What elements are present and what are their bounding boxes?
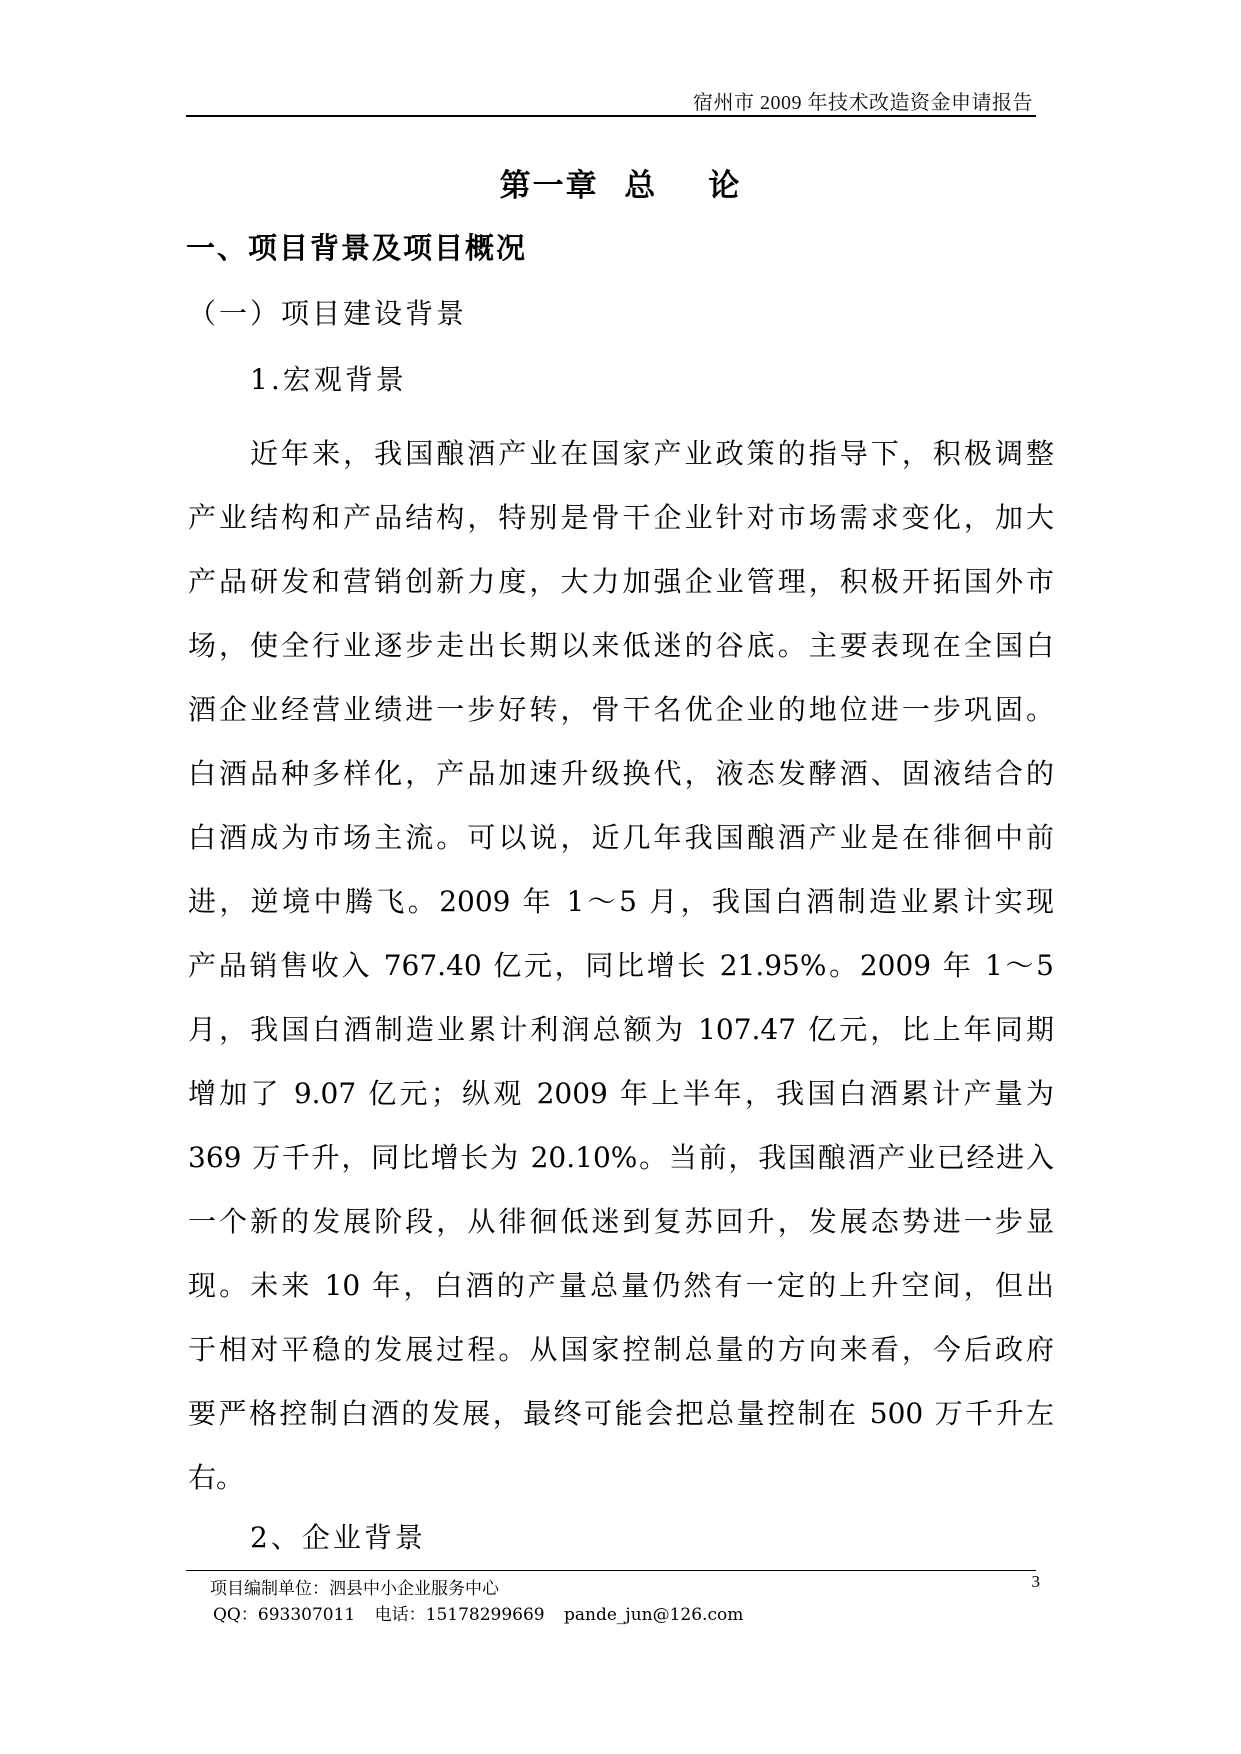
page-number: 3 [1031, 1572, 1040, 1591]
running-header: 宿州市 2009 年技术改造资金申请报告 [693, 92, 1033, 114]
paragraph-line: 现。未来 10 年，白酒的产量总量仍然有一定的上升空间，但出 [188, 1269, 1054, 1302]
paragraph-line: 白酒成为市场主流。可以说，近几年我国酿酒产业是在徘徊中前 [188, 821, 1054, 854]
body-paragraph [188, 422, 1054, 1510]
heading-macro-background: 1.宏观背景 [250, 363, 407, 396]
chapter-title: 第一章 总 论 [499, 168, 742, 204]
paragraph-line: 近年来，我国酿酒产业在国家产业政策的指导下，积极调整 [250, 437, 1054, 470]
paragraph-line: 产业结构和产品结构，特别是骨干企业针对市场需求变化，加大 [188, 501, 1054, 534]
subsection-title: （一）项目建设背景 [188, 297, 468, 330]
footer-email: pande_jun@126.com [564, 1605, 744, 1625]
paragraph-line: 右。 [188, 1461, 245, 1494]
paragraph-line: 场，使全行业逐步走出长期以来低迷的谷底。主要表现在全国白 [188, 629, 1054, 662]
footer-rule [186, 1570, 1036, 1571]
heading-enterprise-background: 2、企业背景 [250, 1521, 426, 1554]
footer-qq: QQ：693307011 [213, 1605, 356, 1625]
paragraph-line: 进，逆境中腾飞。2009 年 1～5 月，我国白酒制造业累计实现 [188, 885, 1054, 918]
paragraph-line: 增加了 9.07 亿元；纵观 2009 年上半年，我国白酒累计产量为 [188, 1077, 1054, 1110]
paragraph-line: 一个新的发展阶段，从徘徊低迷到复苏回升，发展态势进一步显 [188, 1205, 1054, 1238]
section-title: 一、项目背景及项目概况 [186, 231, 528, 265]
paragraph-line: 产品销售收入 767.40 亿元，同比增长 21.95%。2009 年 1～5 [188, 949, 1054, 982]
footer-contact [213, 1600, 757, 1625]
paragraph-line: 白酒品种多样化，产品加速升级换代，液态发酵酒、固液结合的 [188, 757, 1054, 790]
paragraph-line: 369 万千升，同比增长为 20.10%。当前，我国酿酒产业已经进入 [188, 1141, 1054, 1174]
footer-organization: 项目编制单位：泗县中小企业服务中心 [210, 1579, 499, 1599]
paragraph-line: 酒企业经营业绩进一步好转，骨干名优企业的地位进一步巩固。 [188, 693, 1054, 726]
paragraph-line: 产品研发和营销创新力度，大力加强企业管理，积极开拓国外市 [188, 565, 1054, 598]
paragraph-line: 月，我国白酒制造业累计利润总额为 107.47 亿元，比上年同期 [188, 1013, 1054, 1046]
paragraph-line: 要严格控制白酒的发展，最终可能会把总量控制在 500 万千升左 [188, 1397, 1054, 1430]
header-rule [186, 115, 1036, 117]
paragraph-line: 于相对平稳的发展过程。从国家控制总量的方向来看，今后政府 [188, 1333, 1054, 1366]
footer-phone: 电话：15178299669 [374, 1605, 545, 1625]
